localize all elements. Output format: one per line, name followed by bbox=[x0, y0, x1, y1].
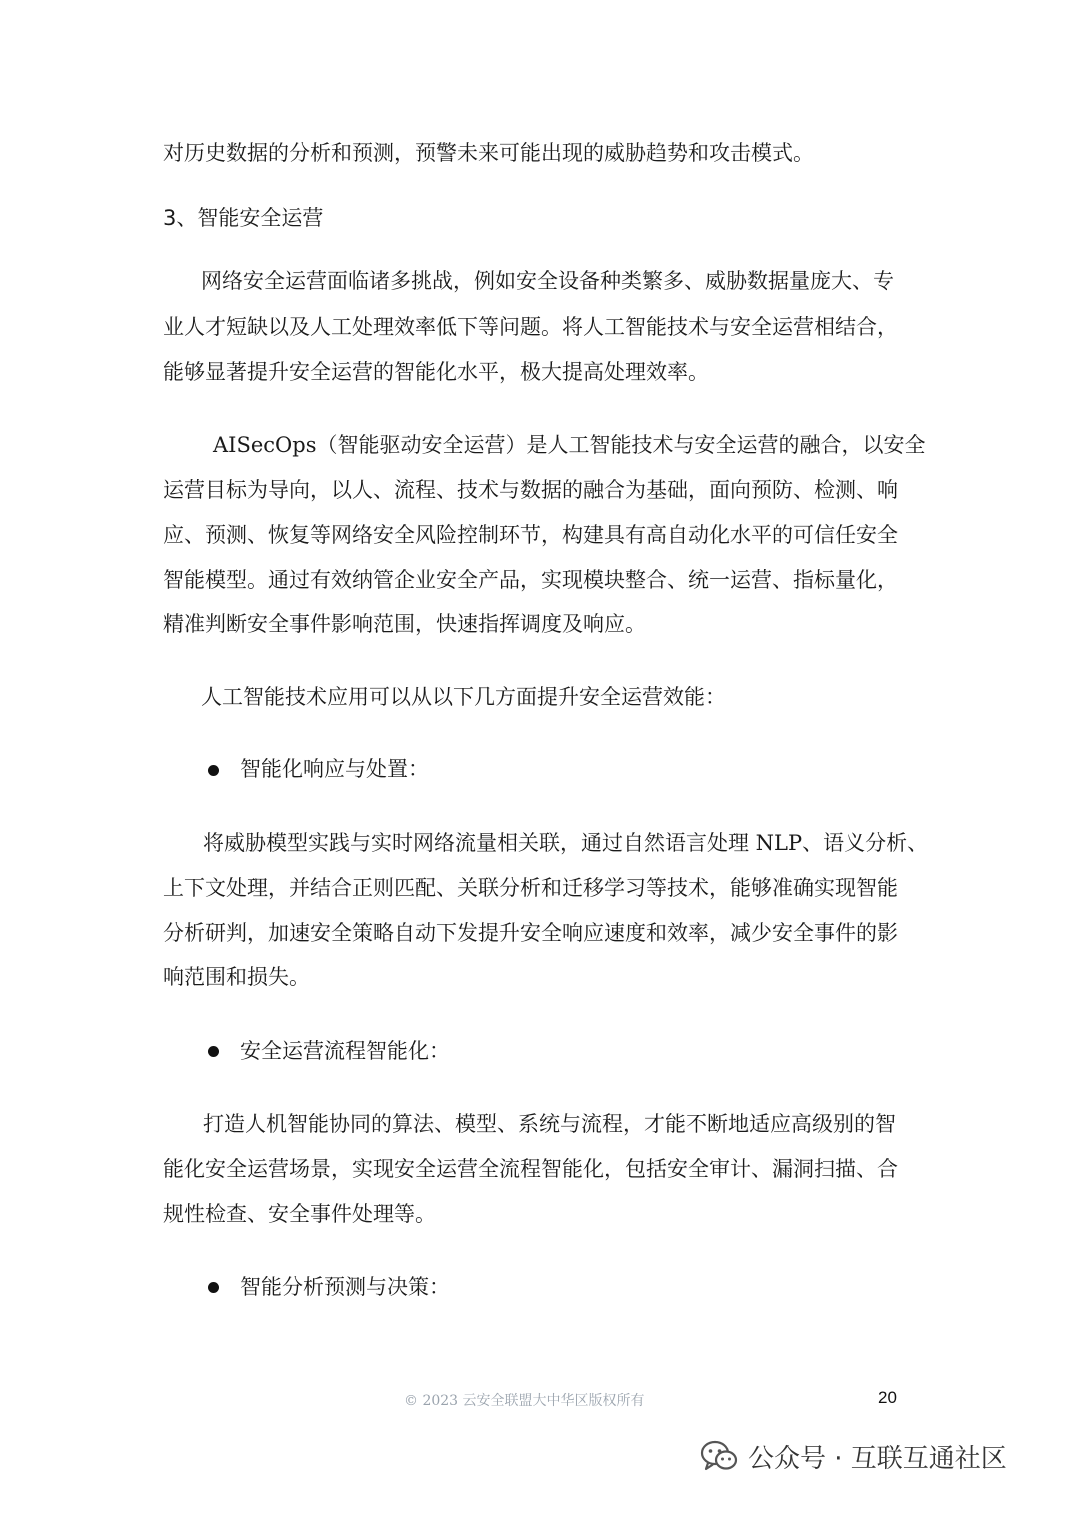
page-number: 20 bbox=[878, 1388, 897, 1407]
paragraph-line: 打造人机智能协同的算法、模型、系统与流程，才能不断地适应高级别的智 bbox=[203, 1112, 896, 1136]
paragraph-line: 响范围和损失。 bbox=[163, 965, 310, 989]
paragraph-line: 能够显著提升安全运营的智能化水平，极大提高处理效率。 bbox=[163, 360, 709, 384]
paragraph-line: 将威胁模型实践与实时网络流量相关联，通过自然语言处理 NLP、语义分析、 bbox=[203, 831, 929, 855]
bullet-dot bbox=[208, 765, 219, 776]
paragraph-line: 智能模型。通过有效纳管企业安全产品，实现模块整合、统一运营、指标量化， bbox=[163, 568, 898, 592]
footer-copyright: © 2023 云安全联盟大中华区版权所有 bbox=[404, 1393, 645, 1409]
section-heading: 3、智能安全运营 bbox=[163, 206, 324, 230]
wechat-icon bbox=[700, 1439, 738, 1473]
bullet-dot bbox=[208, 1282, 219, 1293]
bullet-heading: 智能分析预测与决策： bbox=[240, 1275, 450, 1299]
paragraph-line: 人工智能技术应用可以从以下几方面提升安全运营效能： bbox=[201, 685, 726, 709]
paragraph-line: AISecOps（智能驱动安全运营）是人工智能技术与安全运营的融合，以安全 bbox=[213, 433, 926, 457]
bullet-heading: 安全运营流程智能化： bbox=[240, 1039, 450, 1063]
bullet-dot bbox=[208, 1046, 219, 1057]
bullet-heading: 智能化响应与处置： bbox=[240, 757, 429, 781]
wechat-watermark bbox=[700, 1436, 1007, 1476]
paragraph-line: 运营目标为导向，以人、流程、技术与数据的融合为基础，面向预防、检测、响 bbox=[163, 478, 898, 502]
paragraph-line: 分析研判，加速安全策略自动下发提升安全响应速度和效率，减少安全事件的影 bbox=[163, 921, 898, 945]
paragraph-line: 精准判断安全事件影响范围，快速指挥调度及响应。 bbox=[163, 612, 646, 636]
paragraph-line: 上下文处理，并结合正则匹配、关联分析和迁移学习等技术，能够准确实现智能 bbox=[163, 876, 898, 900]
watermark-text: 公众号 · 互联互通社区 bbox=[748, 1443, 1007, 1474]
paragraph-intro-tail: 对历史数据的分析和预测，预警未来可能出现的威胁趋势和攻击模式。 bbox=[163, 141, 814, 165]
paragraph-line: 规性检查、安全事件处理等。 bbox=[163, 1202, 436, 1226]
paragraph-line: 业人才短缺以及人工处理效率低下等问题。将人工智能技术与安全运营相结合， bbox=[163, 315, 898, 339]
paragraph-line: 应、预测、恢复等网络安全风险控制环节，构建具有高自动化水平的可信任安全 bbox=[163, 523, 898, 547]
paragraph-line: 能化安全运营场景，实现安全运营全流程智能化，包括安全审计、漏洞扫描、合 bbox=[163, 1157, 898, 1181]
paragraph-line: 网络安全运营面临诸多挑战，例如安全设备种类繁多、威胁数据量庞大、专 bbox=[201, 269, 894, 293]
